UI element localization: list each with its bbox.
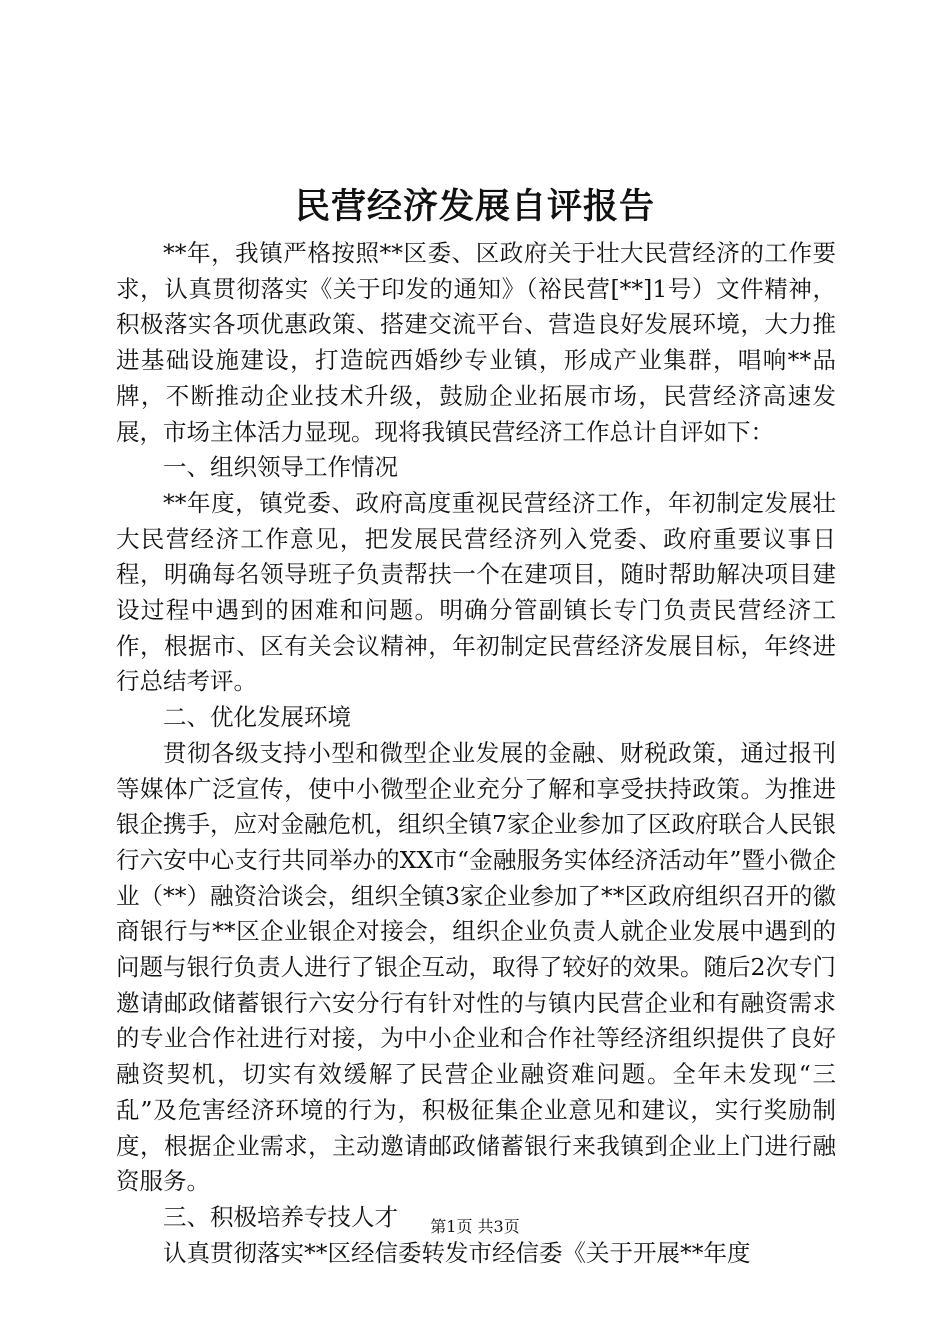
document-body: [116, 236, 836, 1271]
section-heading-2: 二、优化发展环境: [163, 703, 351, 732]
section-2-paragraph: 贯彻各级支持小型和微型企业发展的金融、财税政策，通过报刊等媒体广泛宣传，使中小微型企业充分了解和享受扶持政策。为推进银企携手，应对金融危机，组织全镇7家企业参加了区政府联合人民银行六安中心支行共同举办的XX市“金融服务实体经济活动年”暨小微企业（**）融资洽谈会，组织全镇3家企业参加了**区政府组织召开的徽商银行与**区企业银企对接会，组织企业负责人就企业发展中遇到的问题与银行负责人进行了银企互动，取得了较好的效果。随后2次专门邀请邮政储蓄银行六安分行有针对性的与镇内民营企业和有融资需求的专业合作社进行对接，为中小企业和合作社等经济组织提供了良好融资契机，切实有效缓解了民营企业融资难问题。全年未发现“三乱”及危害经济环境的行为，积极征集企业意见和建议，实行奖励制度，根据企业需求，主动邀请邮政储蓄银行来我镇到企业上门进行融资服务。: [116, 738, 836, 1196]
page-footer: 第1页 共3页: [430, 1217, 520, 1236]
section-heading-1: 一、组织领导工作情况: [163, 453, 398, 482]
section-3-paragraph: 认真贯彻落实**区经信委转发市经信委《关于开展**年度: [163, 1238, 751, 1267]
section-heading-3: 三、积极培养专技人才: [163, 1202, 398, 1231]
section-1-paragraph: **年度，镇党委、政府高度重视民营经济工作，年初制定发展壮大民营经济工作意见，把发展民营经济列入党委、政府重要议事日程，明确每名领导班子负责帮扶一个在建项目，随时帮助解决项目建设过程中遇到的困难和问题。明确分管副镇长专门负责民营经济工作，根据市、区有关会议精神，年初制定民营经济发展目标，年终进行总结考评。: [116, 488, 836, 696]
document-title: 民营经济发展自评报告: [294, 186, 655, 227]
intro-paragraph: **年，我镇严格按照**区委、区政府关于壮大民营经济的工作要求，认真贯彻落实《关于印发的通知》（裕民营[**]1号）文件精神，积极落实各项优惠政策、搭建交流平台、营造良好发展环境，大力推进基础设施建设，打造皖西婚纱专业镇，形成产业集群，唱响**品牌，不断推动企业技术升级，鼓励企业拓展市场，民营经济高速发展，市场主体活力显现。现将我镇民营经济工作总计自评如下：: [116, 239, 836, 446]
